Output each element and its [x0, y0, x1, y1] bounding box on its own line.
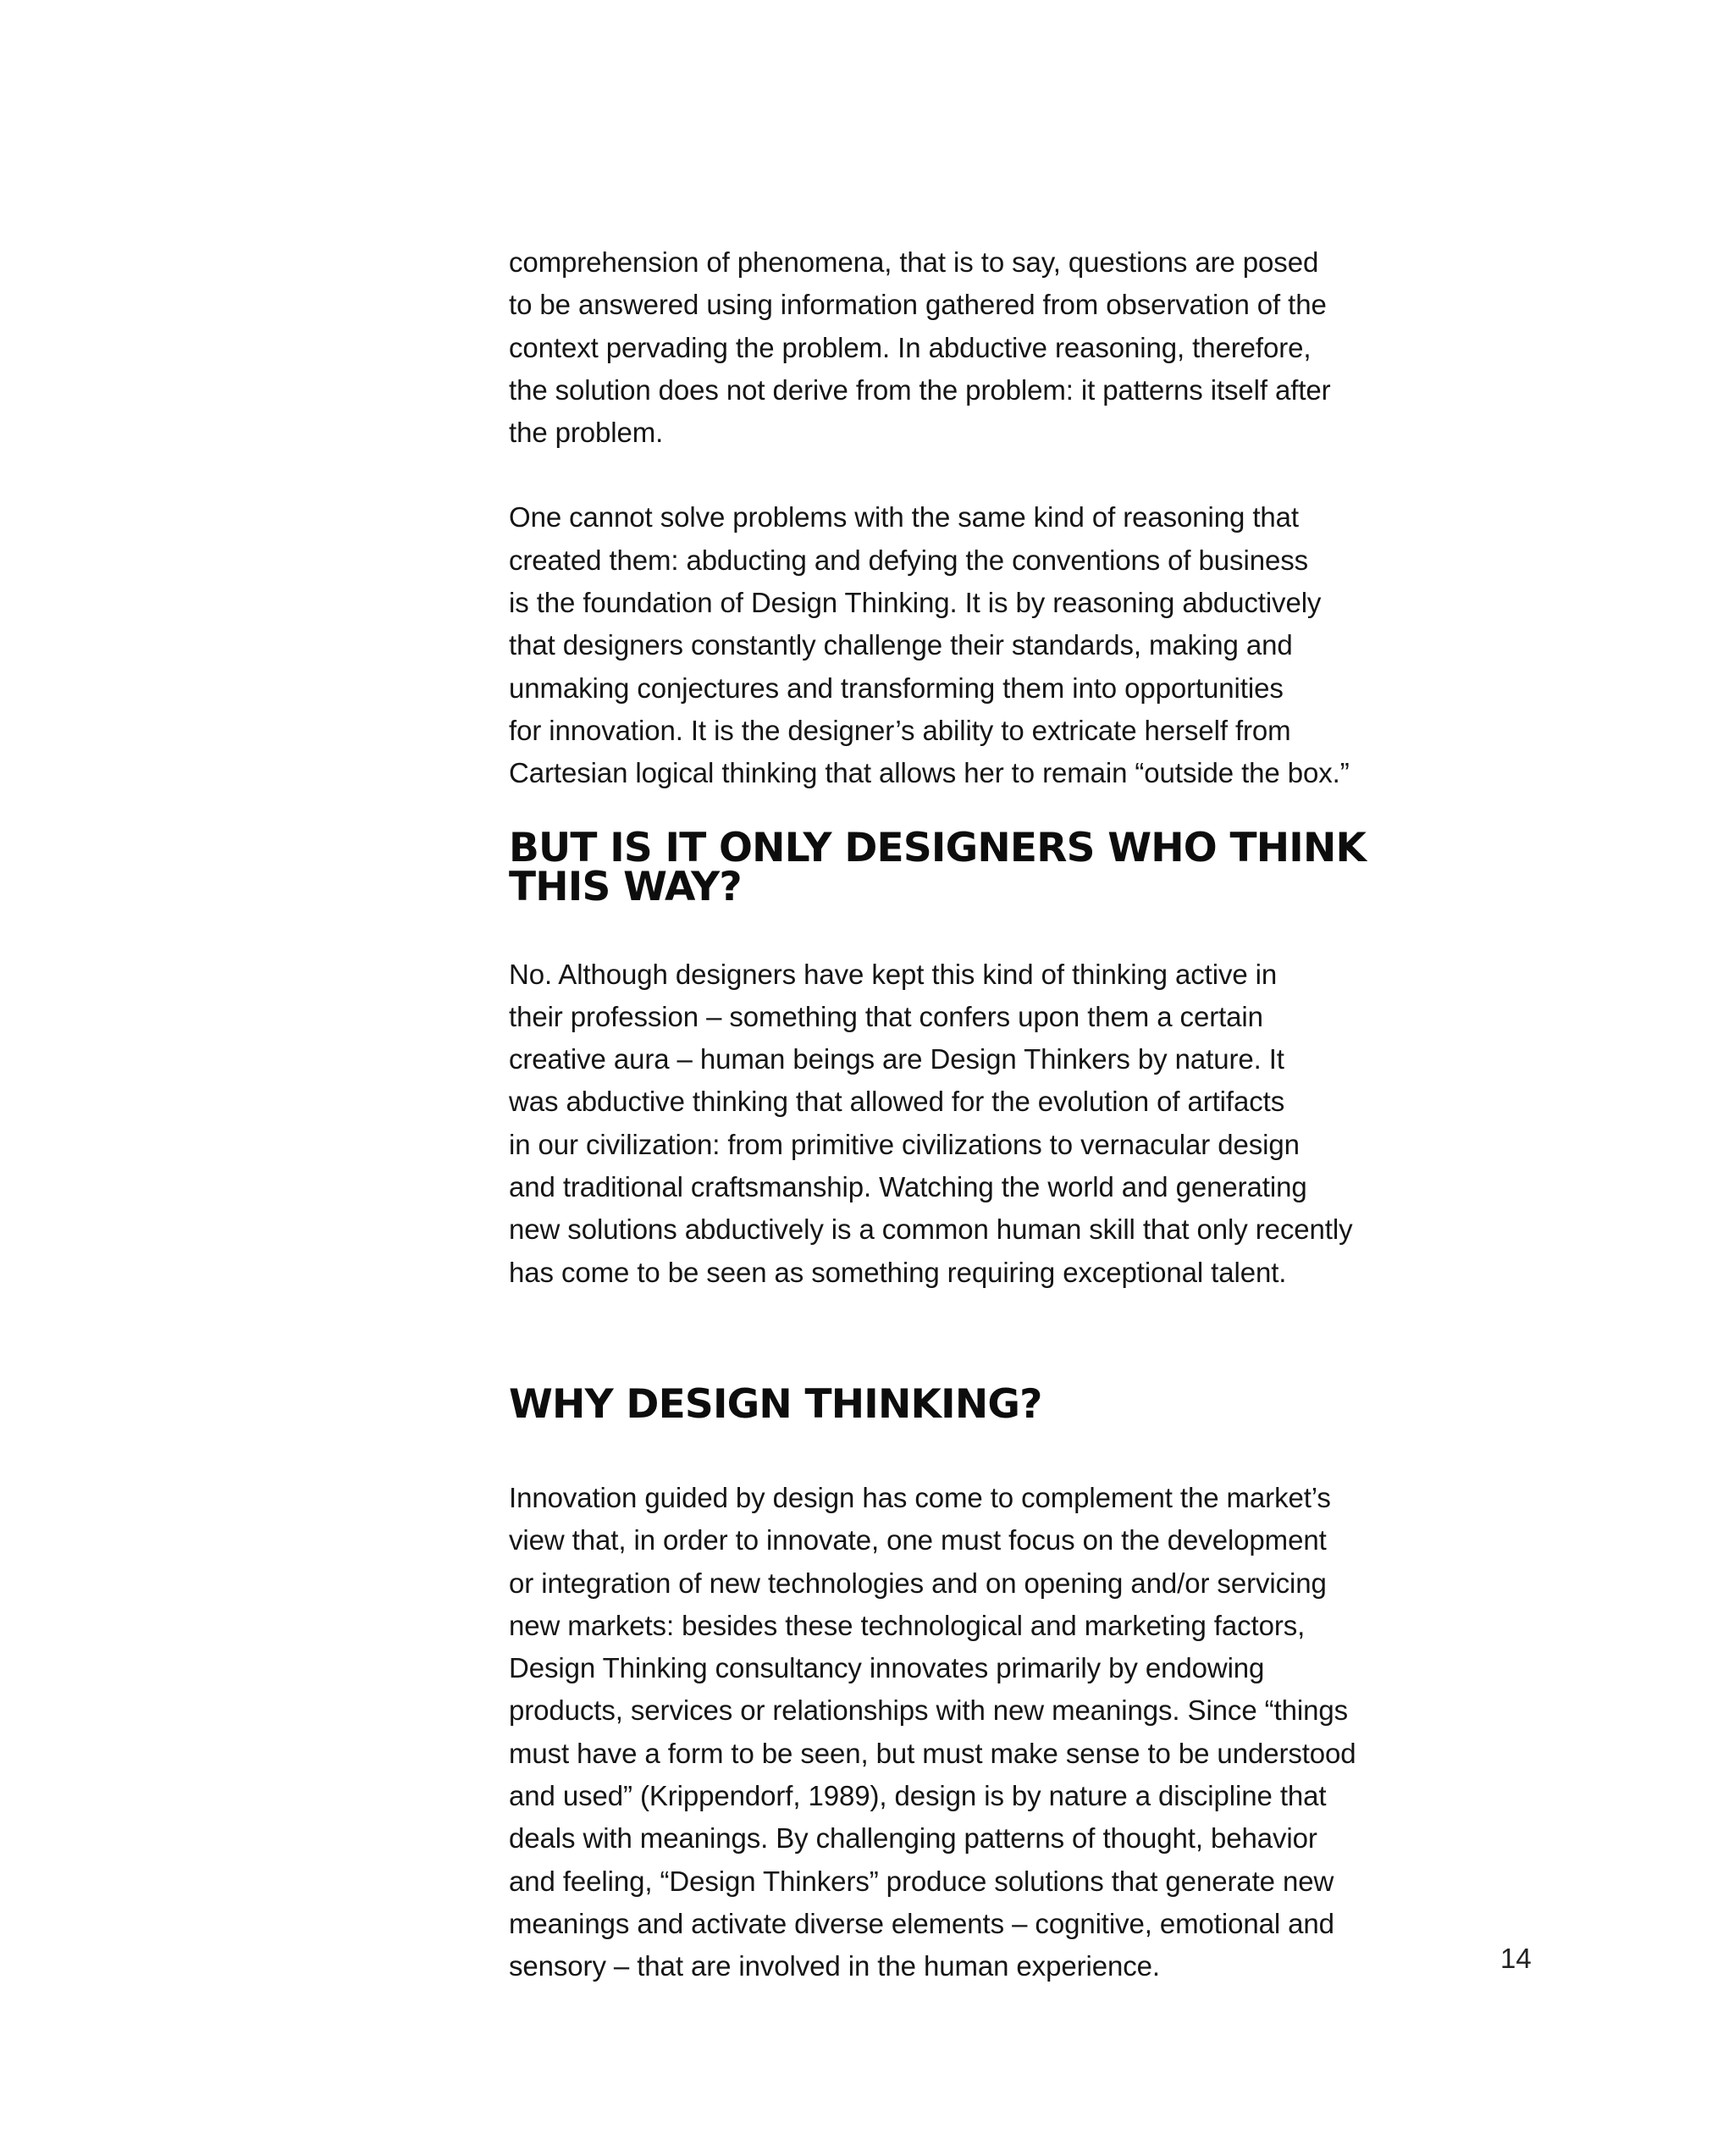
- body-paragraph-design-thinkers-by-nature: No. Although designers have kept this kind of thinking active in their profession – something that confers upon them a certain creative aura – human beings are Design Thinkers by nature. It was abductive thinking that allowed for the evolution of artifacts in our civilization: from primitive civilizations to vernacular design and traditional craftsmanship. Watching the world and generating new solutions abductively is a common human skill that only recently has come to be seen as something requiring exceptional talent.: [509, 958, 1353, 1288]
- page-number: 14: [1500, 1943, 1532, 1974]
- text-column: [509, 241, 1474, 1988]
- body-paragraph-conventions: One cannot solve problems with the same kind of reasoning that created them: abducting and defying the conventions of business is the foundation of Design Thinking. It is by reasoning abductively that designers constantly challenge their standards, making and unmaking conjectures and transforming them into opportunities for innovation. It is the designer’s ability to extricate herself from Cartesian logical thinking that allows her to remain “outside the box.”: [509, 501, 1350, 789]
- section-heading-only-designers: BUT IS IT ONLY DESIGNERS WHO THINK THIS WAY?: [509, 824, 1367, 910]
- body-paragraph-innovation-guided-by-design: Innovation guided by design has come to complement the market’s view that, in order to innovate, one must focus on the development or integration of new technologies and on opening and/or servicing new markets: besides these technological and marketing factors, Design Thinking consultancy innovates primarily by endowing products, services or relationships with new meanings. Since “things must have a form to be seen, but must make sense to be understood and used” (Krippendorf, 1989), design is by nature a discipline that deals with meanings. By challenging patterns of thought, behavior and feeling, “Design Thinkers” produce solutions that generate new meanings and activate diverse elements – cognitive, emotional and sensory – that are involved in the human experience.: [509, 1481, 1356, 1982]
- body-paragraph-abductive-reasoning: comprehension of phenomena, that is to say, questions are posed to be answered using information gathered from observation of the context pervading the problem. In abductive reasoning, therefore, the solution does not derive from the problem: it patterns itself after the problem.: [509, 246, 1331, 449]
- section-heading-why-design-thinking: WHY DESIGN THINKING?: [509, 1380, 1042, 1428]
